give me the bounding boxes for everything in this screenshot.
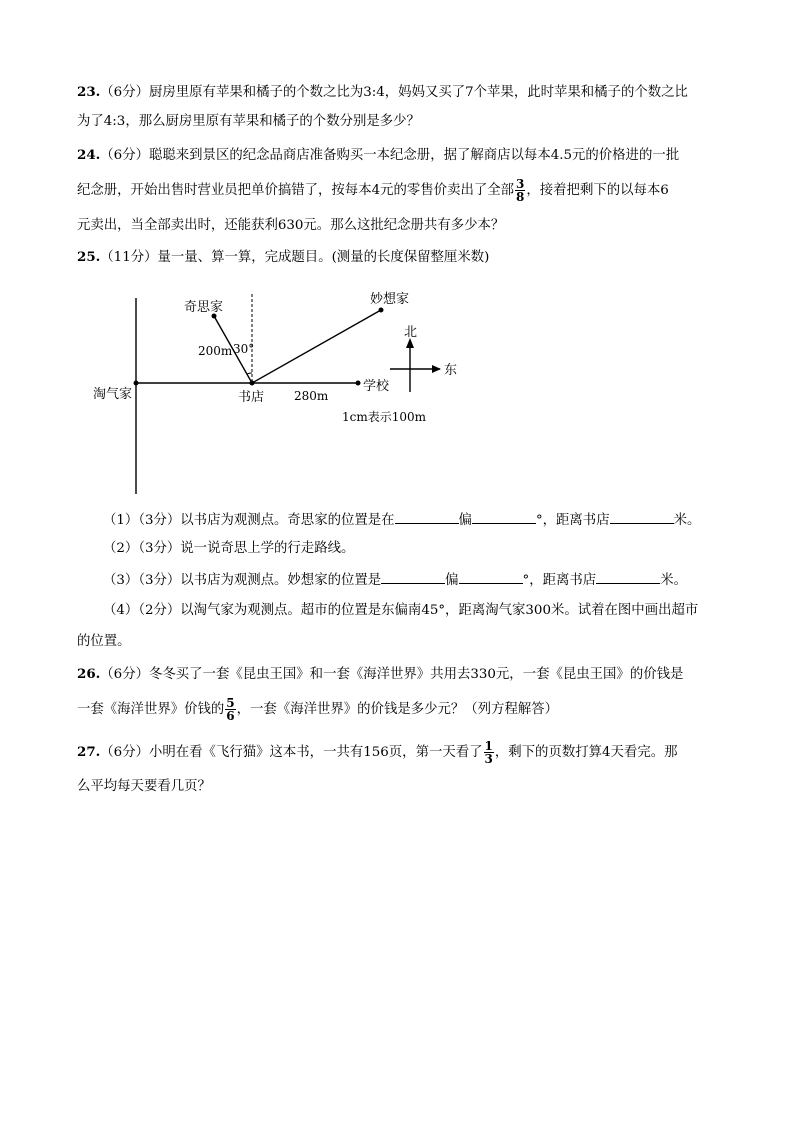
q26-fraction [225, 697, 235, 722]
q24-frac-num: 3 [516, 177, 525, 191]
q25-p1-blank-direction[interactable] [395, 509, 459, 524]
q25-p3-text-b: 偏 [445, 573, 459, 588]
q27-line1 [77, 740, 678, 765]
q26-line1 [77, 664, 683, 685]
q24-frac-den: 8 [516, 190, 525, 204]
q25-p3-blank-direction[interactable] [381, 569, 445, 584]
q25-text-1: （11分）量一量、算一算，完成题目。(测量的长度保留整厘米数) [100, 250, 490, 265]
q27-fraction [484, 740, 494, 765]
q25-part3 [103, 569, 687, 591]
q27-text-1a: （6分）小明在看《飞行猫》这本书，一共有156页，第一天看了 [100, 745, 483, 760]
q25-p3-text-d: 米。 [660, 573, 687, 588]
q26-text-2a: 一套《海洋世界》价钱的 [77, 702, 225, 717]
q27-text-1b: ，剩下的页数打算4天看完。那 [494, 745, 678, 760]
q25-part1 [103, 509, 700, 531]
q24-number: 24. [77, 147, 101, 163]
miaoxiang-point [379, 308, 384, 313]
q25-p1-blank-distance[interactable] [610, 509, 674, 524]
north-label: 北 [404, 325, 418, 340]
q25-p1-text-b: 偏 [458, 513, 472, 528]
q27-number: 27. [77, 744, 101, 760]
q24-text-2a: 纪念册，开始出售时营业员把单价搞错了，按每本4元的零售价卖出了全部 [77, 183, 515, 198]
angle-arc [247, 373, 252, 374]
distance-200-label: 200m [198, 344, 233, 358]
q25-part2 [103, 539, 354, 559]
q25-p2-text: （2）（3分）说一说奇思上学的行走路线。 [103, 541, 355, 556]
taoqi-label: 淘气家 [93, 387, 133, 402]
q24-text-3: 元卖出，当全部卖出时，还能获利630元。那么这批纪念册共有多少本？ [77, 218, 505, 233]
east-label: 东 [444, 363, 458, 378]
q23-number: 23. [77, 84, 101, 100]
q25-p3-text-c: °，距离书店 [522, 573, 597, 588]
q25-p3-blank-distance[interactable] [596, 569, 660, 584]
qisi-label: 奇思家 [184, 300, 224, 315]
miaoxiang-label: 妙想家 [370, 292, 410, 307]
bookstore-point [250, 381, 255, 386]
q26-line2 [77, 697, 558, 722]
q26-number: 26. [77, 666, 101, 682]
scale-label: 1cm表示100m [342, 410, 427, 424]
taoqi-point [134, 381, 139, 386]
q25-p3-blank-angle[interactable] [459, 569, 523, 584]
bookstore-label: 书店 [238, 390, 265, 405]
q26-frac-den: 6 [226, 709, 235, 723]
q25-p1-text-d: 米。 [673, 513, 701, 528]
q26-text-1: （6分）冬冬买了一套《昆虫王国》和一套《海洋世界》共用去330元，一套《昆虫王国》的价钱是 [100, 667, 684, 682]
q25-p1-blank-angle[interactable] [472, 509, 536, 524]
q25-p1-text-c: °，距离书店 [535, 513, 610, 528]
q25-p4-text-2: 的位置。 [77, 634, 131, 649]
q27-frac-num: 1 [484, 739, 493, 753]
school-point [356, 381, 361, 386]
q25-part4-line2 [77, 632, 131, 652]
bookstore-to-miaoxiang-line [252, 310, 381, 383]
q24-text-2b: ，接着把剩下的以每本6 [526, 183, 669, 198]
angle-30-label: 30° [233, 342, 255, 356]
q25-part4-line1 [103, 601, 698, 621]
q23-text-2: 为了4:3，那么厨房里原有苹果和橘子的个数分别是多少？ [77, 114, 420, 129]
q27-text-2: 么平均每天要看几页？ [77, 779, 211, 794]
q27-line2 [77, 777, 211, 797]
q23-text-1: （6分）厨房里原有苹果和橘子的个数之比为3:4，妈妈又买了7个苹果，此时苹果和橘子的个数之比 [100, 85, 688, 100]
east-arrow-icon [432, 365, 441, 373]
q26-frac-num: 5 [226, 696, 235, 710]
distance-280-label: 280m [294, 389, 329, 403]
q25-map-diagram [0, 0, 794, 520]
school-label: 学校 [363, 379, 390, 394]
q25-p1-text-a: （1）（3分）以书店为观测点。奇思家的位置是在 [103, 513, 395, 528]
q24-text-1: （6分）聪聪来到景区的纪念品商店准备购买一本纪念册，据了解商店以每本4.5元的价格进的一批 [100, 148, 680, 163]
q27-frac-den: 3 [484, 752, 493, 766]
q25-p4-text-1: （4）（2分）以淘气家为观测点。超市的位置是东偏南45°，距离淘气家300米。试着在图中画出超市 [103, 603, 699, 618]
q25-p3-text-a: （3）（3分）以书店为观测点。妙想家的位置是 [103, 573, 382, 588]
q25-number: 25. [77, 249, 101, 265]
q26-text-2b: ，一套《海洋世界》的价钱是多少元？（列方程解答） [236, 702, 559, 717]
